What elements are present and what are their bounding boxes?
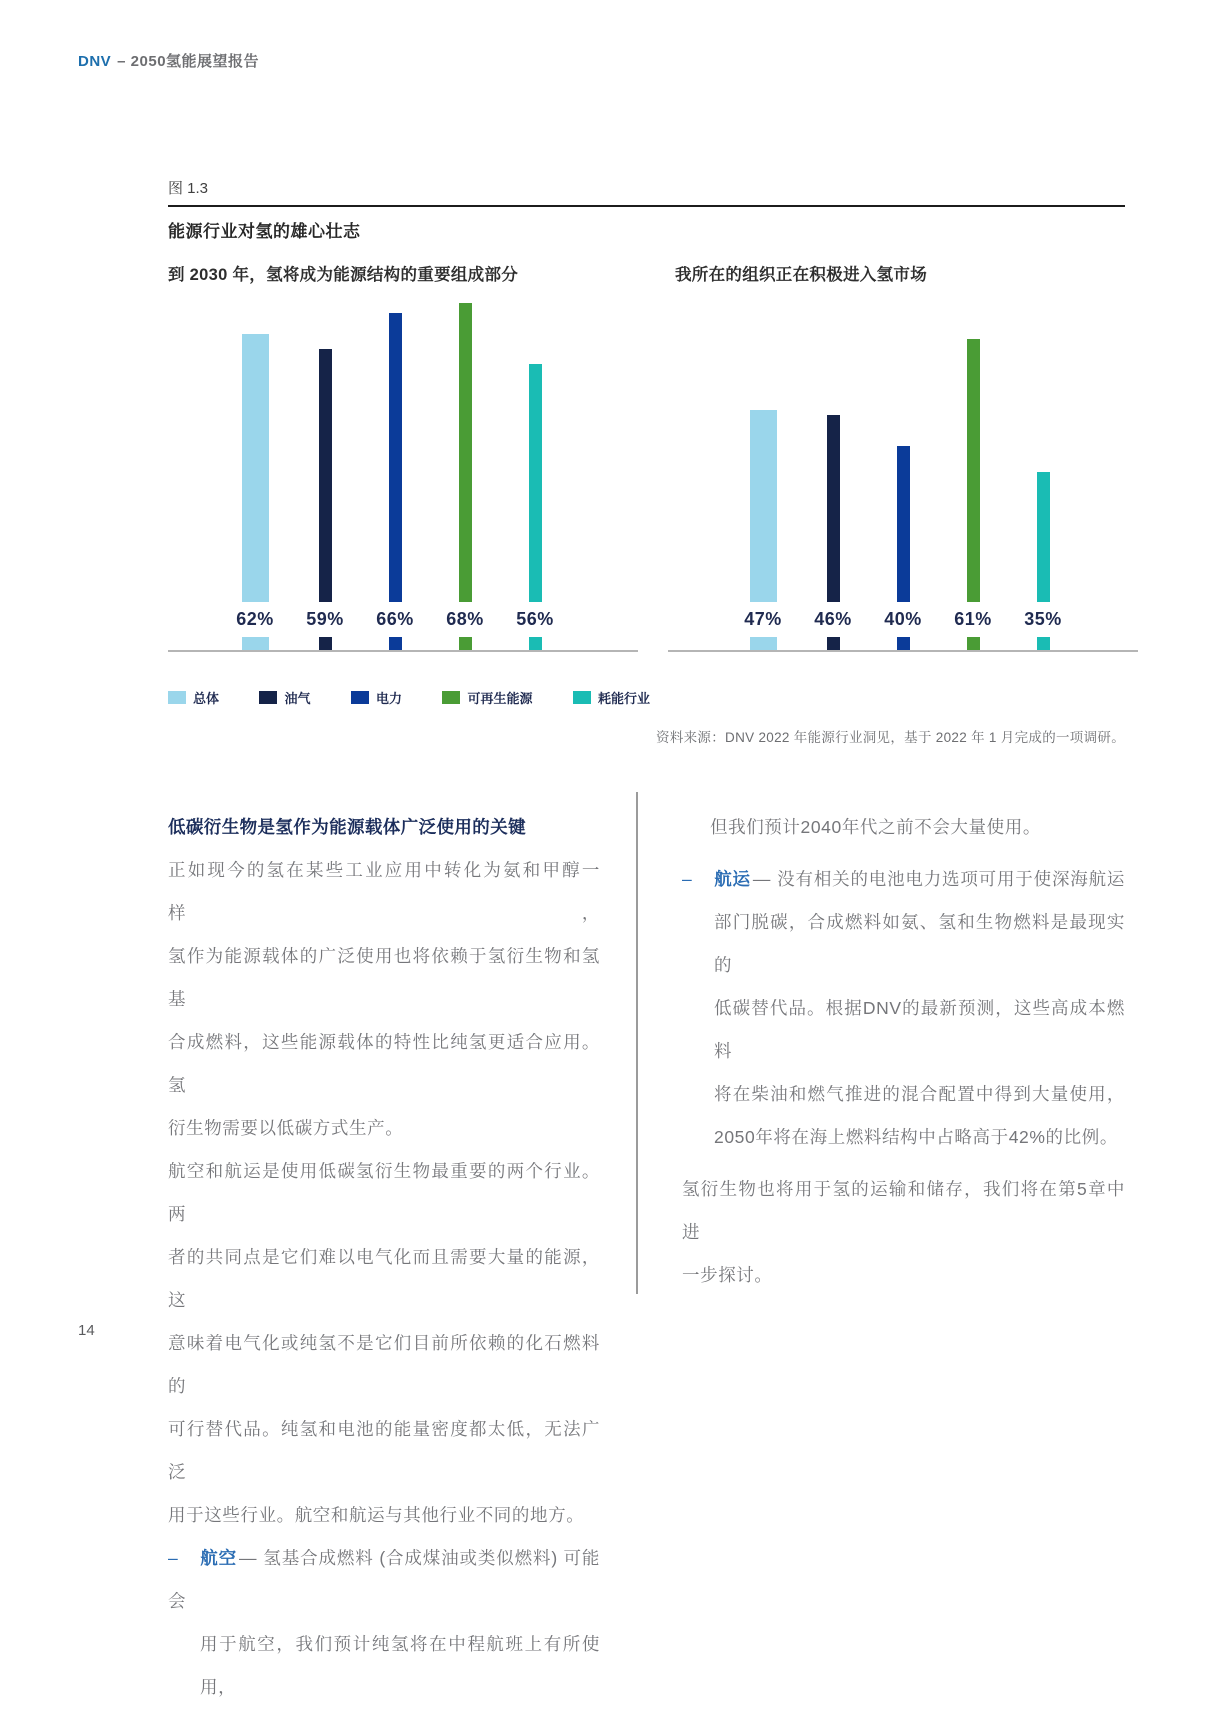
- brand-logo-text: DNV: [78, 53, 112, 70]
- text-line: 氢衍生物也将用于氢的运输和储存，我们将在第5章中进: [682, 1179, 1125, 1242]
- bar-value-label: 56%: [516, 609, 554, 629]
- source-note: 资料来源：DNV 2022 年能源行业洞见，基于 2022 年 1 月完成的一项调研。: [656, 730, 1125, 745]
- bar: [967, 339, 980, 602]
- bar: [529, 364, 542, 602]
- section-heading: 低碳衍生物是氢作为能源载体广泛使用的关键: [168, 817, 526, 837]
- text-line: 用于航空，我们预计纯氢将在中程航班上有所使用，: [200, 1634, 600, 1697]
- legend-swatch: [442, 691, 460, 704]
- legend-swatch: [259, 691, 277, 704]
- bar: [827, 415, 840, 602]
- bar-value-label: 61%: [954, 609, 992, 629]
- chart-subtitle-right: 我所在的组织正在积极进入氢市场: [675, 266, 927, 284]
- bar-chart-market: [668, 300, 1138, 652]
- bar-column-可再生能源: [938, 300, 1008, 650]
- page-number: 14: [78, 1322, 95, 1339]
- bar-stub: [319, 637, 332, 650]
- bullet-keyword: 航运: [714, 869, 751, 889]
- bar-column-可再生能源: [430, 300, 500, 650]
- legend-item-油气: [259, 688, 310, 707]
- body-left-column: [168, 806, 600, 1709]
- bar-stub: [242, 637, 269, 650]
- paragraph: [168, 849, 600, 1150]
- bar-column-耗能行业: [500, 300, 570, 650]
- figure-title: 能源行业对氢的雄心壮志: [168, 222, 361, 241]
- bar: [389, 313, 402, 602]
- text-line: 正如现今的氢在某些工业应用中转化为氨和甲醇一样，: [168, 860, 600, 923]
- bullet-marker: –: [682, 869, 693, 889]
- bullet-keyword: 航空: [200, 1548, 238, 1568]
- chart-subtitle-left: 到 2030 年，氢将成为能源结构的重要组成部分: [168, 266, 519, 284]
- legend-item-总体: [168, 688, 219, 707]
- bar: [897, 446, 910, 602]
- legend-swatch: [351, 691, 369, 704]
- text-line: 将在柴油和燃气推进的混合配置中得到大量使用，: [714, 1084, 1125, 1104]
- text-line: 意味着电气化或纯氢不是它们目前所依赖的化石燃料的: [168, 1333, 600, 1396]
- bar: [459, 303, 472, 602]
- bullet-item: [168, 1537, 600, 1709]
- text-line: 衍生物需要以低碳方式生产。: [168, 1118, 404, 1138]
- text-line: 但我们预计2040年代之前不会大量使用。: [710, 817, 1041, 837]
- bar-stub: [389, 637, 402, 650]
- legend-label: 电力: [375, 691, 402, 706]
- bar-value-label: 40%: [884, 609, 922, 629]
- text-line: 一步探讨。: [682, 1265, 773, 1285]
- bullet-marker: –: [168, 1548, 179, 1568]
- text-line: 氢作为能源载体的广泛使用也将依赖于氢衍生物和氢基: [168, 946, 600, 1009]
- legend-label: 总体: [193, 691, 220, 706]
- legend-swatch: [168, 691, 186, 704]
- body-right-column: [682, 806, 1125, 1297]
- bar-value-label: 66%: [376, 609, 414, 629]
- text-line: 合成燃料，这些能源载体的特性比纯氢更适合应用。氢: [168, 1032, 600, 1095]
- bar-chart-2030: [168, 300, 638, 652]
- bullet-first-line: [168, 1537, 600, 1623]
- legend-item-可再生能源: [442, 688, 532, 707]
- bullet-item: [682, 858, 1125, 1159]
- bullet-text: 没有相关的电池电力选项可用于使深海航运: [776, 869, 1125, 889]
- bullet-lead-dash: —: [752, 869, 771, 889]
- bar-value-label: 68%: [446, 609, 484, 629]
- bar-column-耗能行业: [1008, 300, 1078, 650]
- bar-value-label: 47%: [744, 609, 782, 629]
- figure-rule: [168, 205, 1125, 207]
- chart-legend: [168, 688, 650, 707]
- bar-column-电力: [868, 300, 938, 650]
- bar-stub: [1037, 637, 1050, 650]
- bar: [242, 334, 269, 602]
- bar-stub: [750, 637, 777, 650]
- paragraph: [682, 1168, 1125, 1297]
- text-line: 者的共同点是它们难以电气化而且需要大量的能源，这: [168, 1247, 600, 1310]
- bullet-continuation: [682, 806, 1125, 849]
- bar-column-总体: [728, 300, 798, 650]
- bar-column-油气: [798, 300, 868, 650]
- text-line: 可行替代品。纯氢和电池的能量密度都太低，无法广泛: [168, 1419, 600, 1482]
- bar-value-label: 62%: [236, 609, 274, 629]
- bar-column-总体: [220, 300, 290, 650]
- legend-label: 油气: [284, 691, 311, 706]
- legend-item-电力: [351, 688, 402, 707]
- bar-value-label: 46%: [814, 609, 852, 629]
- legend-label: 耗能行业: [597, 691, 650, 706]
- bar-value-label: 59%: [306, 609, 344, 629]
- bar-stub: [897, 637, 910, 650]
- bar-column-电力: [360, 300, 430, 650]
- paragraph: [168, 1150, 600, 1537]
- bar-column-油气: [290, 300, 360, 650]
- legend-swatch: [573, 691, 591, 704]
- text-line: 2050年将在海上燃料结构中占略高于42%的比例。: [714, 1127, 1118, 1147]
- bar: [1037, 472, 1050, 603]
- legend-item-耗能行业: [573, 688, 650, 707]
- column-divider: [636, 792, 638, 1294]
- bar-stub: [459, 637, 472, 650]
- text-line: 用于这些行业。航空和航运与其他行业不同的地方。: [168, 1505, 585, 1525]
- text-line: 部门脱碳，合成燃料如氨、氢和生物燃料是最现实的: [714, 912, 1125, 975]
- bullet-first-line: [682, 858, 1125, 901]
- text-line: 低碳替代品。根据DNV的最新预测，这些高成本燃料: [714, 998, 1125, 1061]
- bullet-lead-dash: —: [239, 1548, 258, 1568]
- bar-stub: [827, 637, 840, 650]
- legend-label: 可再生能源: [467, 691, 533, 706]
- bar: [319, 349, 332, 602]
- figure-label: 图 1.3: [168, 180, 209, 197]
- bar-stub: [529, 637, 542, 650]
- bar-value-label: 35%: [1024, 609, 1062, 629]
- bullet-text: 氢基合成燃料 (合成煤油或类似燃料) 可能会: [168, 1548, 600, 1611]
- bar: [750, 410, 777, 602]
- report-header: [78, 50, 259, 71]
- report-title: – 2050氢能展望报告: [117, 53, 260, 70]
- text-line: 航空和航运是使用低碳氢衍生物最重要的两个行业。两: [168, 1161, 600, 1224]
- bar-stub: [967, 637, 980, 650]
